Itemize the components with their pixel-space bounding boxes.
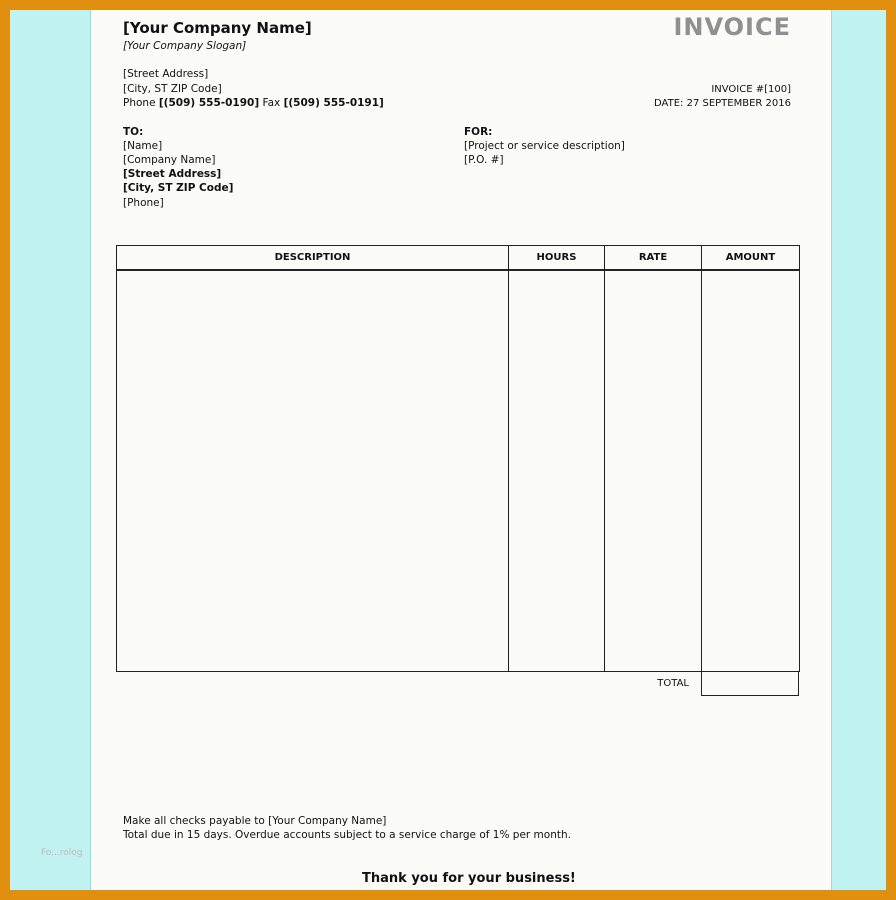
invoice-title: INVOICE	[673, 13, 791, 41]
for-po: [P.O. #]	[464, 154, 504, 166]
column-header-hours: HOURS	[509, 246, 605, 271]
watermark-text: Fo...rolog	[41, 848, 83, 858]
invoice-number: INVOICE #[100]	[711, 84, 791, 95]
phone-value: [(509) 555-0190]	[158, 97, 260, 109]
to-name: [Name]	[123, 140, 163, 152]
table-header-row	[117, 246, 800, 271]
table-row	[117, 270, 800, 672]
column-header-amount: AMOUNT	[702, 246, 800, 271]
company-phone-fax	[123, 97, 384, 109]
for-label: FOR:	[464, 126, 493, 138]
to-company: [Company Name]	[123, 154, 216, 166]
column-header-rate: RATE	[605, 246, 702, 271]
company-street: [Street Address]	[123, 68, 209, 80]
page-background	[10, 10, 886, 890]
total-value-box[interactable]	[701, 672, 799, 696]
thank-you-message: Thank you for your business!	[362, 871, 576, 886]
to-label: TO:	[123, 126, 144, 138]
amount-cell[interactable]	[702, 270, 800, 672]
to-city: [City, ST ZIP Code]	[123, 182, 234, 194]
column-header-description: DESCRIPTION	[117, 246, 509, 271]
for-description: [Project or service description]	[464, 140, 625, 152]
to-phone: [Phone]	[123, 197, 164, 209]
company-name: [Your Company Name]	[123, 19, 312, 37]
company-city: [City, ST ZIP Code]	[123, 83, 222, 95]
payable-note: Make all checks payable to [Your Company Name]	[123, 815, 387, 827]
company-slogan: [Your Company Slogan]	[123, 40, 247, 52]
description-cell[interactable]	[117, 270, 509, 672]
total-label: TOTAL	[657, 678, 689, 689]
terms-note: Total due in 15 days. Overdue accounts subject to a service charge of 1% per month.	[123, 829, 571, 841]
invoice-document	[41, 10, 832, 890]
invoice-date: DATE: 27 SEPTEMBER 2016	[654, 98, 791, 109]
fax-value: [(509) 555-0191]	[283, 97, 384, 109]
hours-cell[interactable]	[509, 270, 605, 672]
items-table	[116, 245, 800, 672]
rate-cell[interactable]	[605, 270, 702, 672]
to-street: [Street Address]	[123, 168, 222, 180]
phone-label: Phone	[123, 97, 156, 109]
fax-label: Fax	[262, 97, 281, 109]
